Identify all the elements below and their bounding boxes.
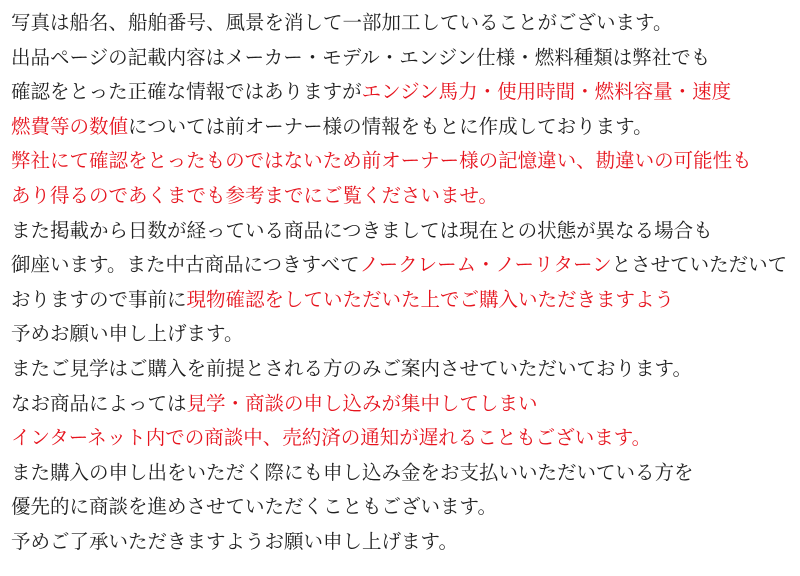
text-segment: 写真は船名、船舶番号、風景を消して一部加工していることがございます。 bbox=[11, 13, 673, 34]
highlighted-text-segment: エンジン馬力・使用時間・燃料容量・速度 bbox=[361, 82, 732, 104]
text-line bbox=[11, 7, 794, 42]
text-line bbox=[11, 491, 794, 526]
highlighted-text-segment: 見学・商談の申し込みが集中してしまい bbox=[186, 393, 538, 415]
text-segment: 出品ページの記載内容はメーカー・モデル・エンジン仕様・燃料種類は弊社でも bbox=[11, 47, 711, 69]
text-segment: また掲載から日数が経っている商品につきましては現在との状態が異なる場合も bbox=[11, 220, 713, 242]
text-segment: 優先的に商談を進めさせていただくこともございます。 bbox=[11, 497, 497, 519]
highlighted-text-segment: ノークレーム・ノーリターン bbox=[359, 255, 612, 277]
text-line bbox=[11, 284, 794, 319]
highlighted-text-segment: あり得るのであくまでも参考までにご覧くださいませ。 bbox=[11, 185, 498, 207]
text-line bbox=[11, 353, 794, 388]
highlighted-text-segment: 弊社にて確認をとったものではないため前オーナー様の記憶違い、勘違いの可能性も bbox=[11, 151, 752, 173]
text-segment: 御座います。また中古商品につきすべて bbox=[11, 255, 360, 277]
text-segment: また購入の申し出をいただく際にも申し込み金をお支払いいただいている方を bbox=[11, 462, 694, 484]
text-segment: なお商品によっては bbox=[11, 393, 187, 415]
text-line bbox=[11, 526, 794, 561]
text-line bbox=[11, 42, 794, 77]
text-line bbox=[11, 111, 794, 146]
text-segment: とさせていただいて bbox=[611, 255, 788, 277]
text-line bbox=[11, 388, 794, 423]
text-line bbox=[11, 145, 794, 180]
text-segment: については前オーナー様の情報をもとに作成しております。 bbox=[128, 116, 653, 138]
highlighted-text-segment: インターネット内での商談中、売約済の通知が遅れることもございます。 bbox=[11, 428, 652, 450]
text-line bbox=[11, 422, 794, 457]
highlighted-text-segment: 燃費等の数値 bbox=[11, 116, 129, 138]
text-segment: 予めお願い申し上げます。 bbox=[11, 324, 244, 346]
text-line bbox=[11, 249, 794, 284]
text-segment: おりますので事前に bbox=[11, 289, 187, 311]
text-line bbox=[11, 457, 794, 492]
text-segment: 予めご了承いただきますようお願い申し上げます。 bbox=[11, 531, 458, 553]
text-line bbox=[11, 318, 794, 353]
highlighted-text-segment: 現物確認をしていただいた上でご購入いただきますよう bbox=[186, 289, 675, 311]
text-line bbox=[11, 76, 794, 111]
disclaimer-text bbox=[11, 7, 794, 561]
text-segment: またご見学はご購入を前提とされる方のみご案内させていただいております。 bbox=[11, 358, 692, 380]
text-line bbox=[11, 215, 794, 250]
text-line bbox=[11, 180, 794, 215]
text-segment: 確認をとった正確な情報ではありますが bbox=[11, 82, 362, 104]
